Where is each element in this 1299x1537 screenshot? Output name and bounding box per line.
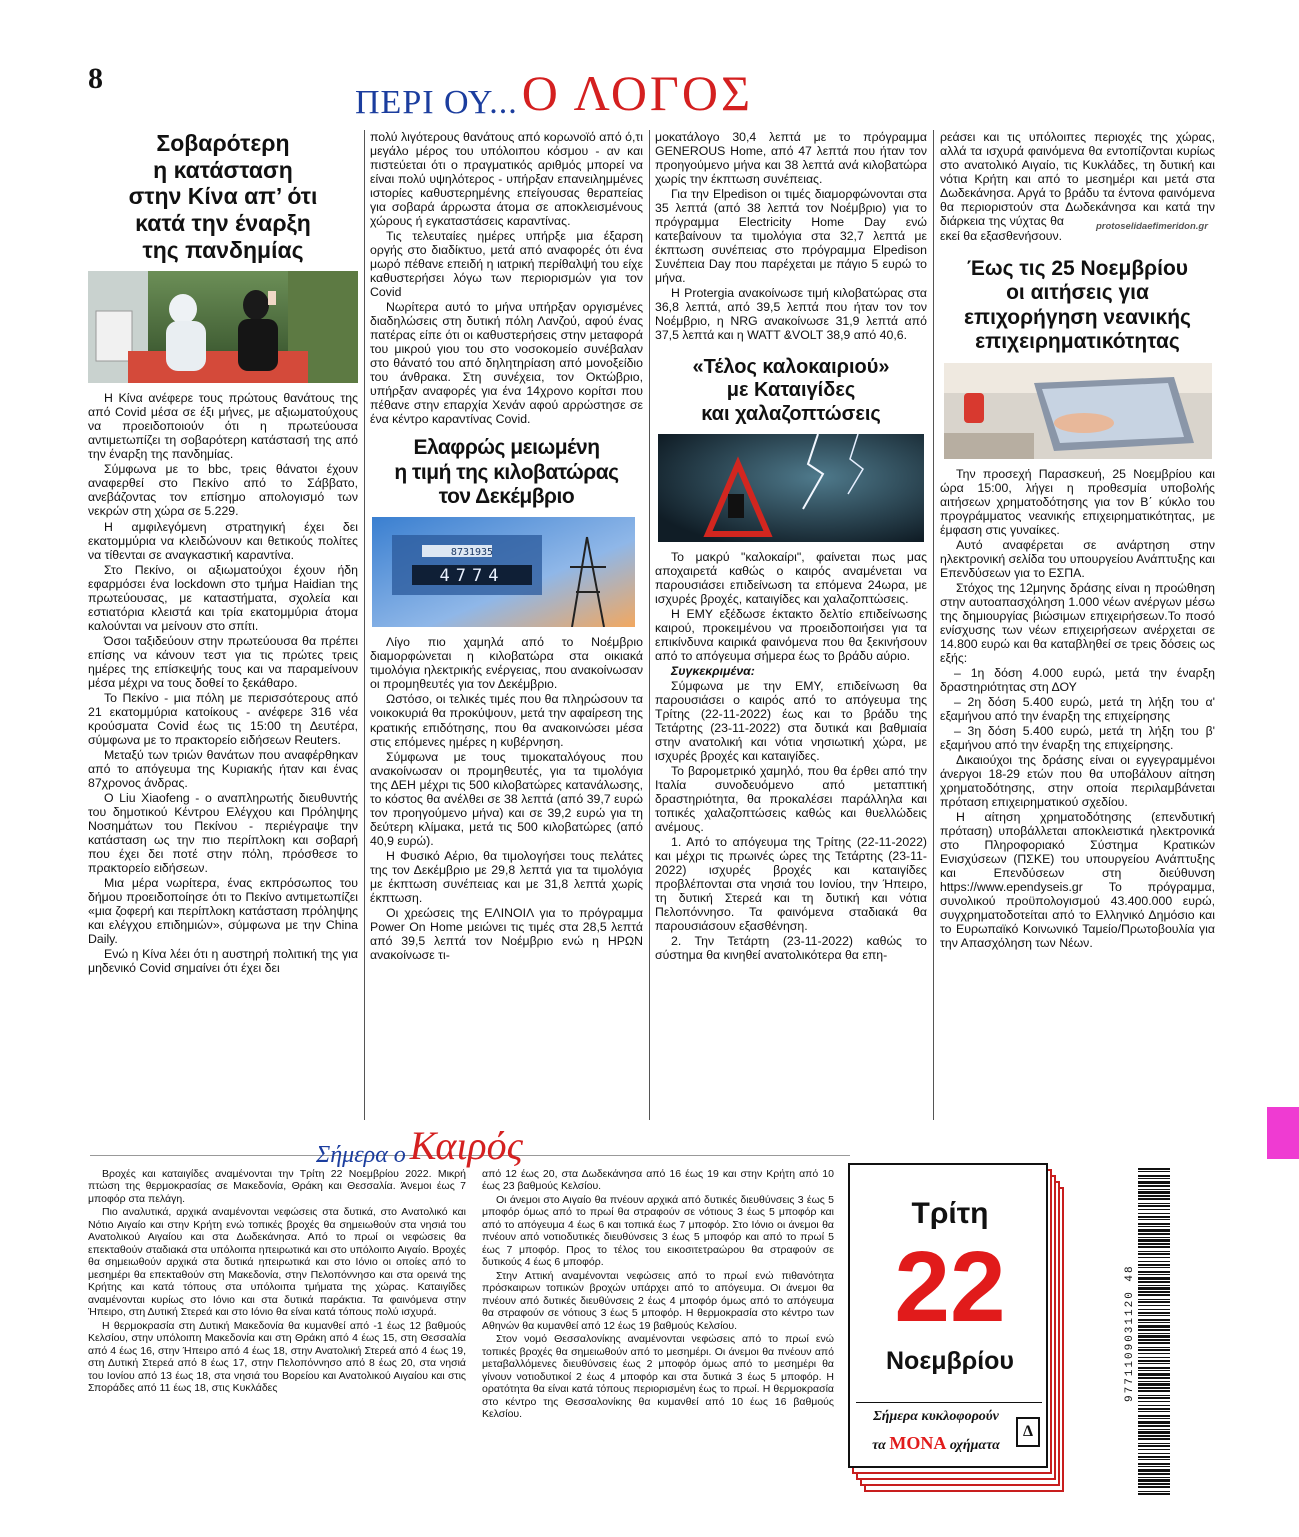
- barcode-bar: [1138, 1203, 1170, 1204]
- barcode-bar: [1138, 1233, 1170, 1235]
- barcode-bar: [1138, 1383, 1170, 1386]
- barcode-bar: [1138, 1347, 1170, 1348]
- barcode-bar: [1138, 1294, 1170, 1296]
- barcode-bar: [1138, 1360, 1170, 1362]
- barcode-bar: [1138, 1395, 1170, 1396]
- barcode-bar: [1138, 1237, 1170, 1238]
- barcode-bar: [1138, 1216, 1170, 1218]
- barcode-bar: [1138, 1239, 1170, 1242]
- barcode-bar: [1138, 1466, 1170, 1467]
- barcode-bar: [1138, 1387, 1170, 1389]
- barcode-bar: [1138, 1377, 1170, 1379]
- barcode-bar: [1138, 1373, 1170, 1376]
- barcode-bar: [1138, 1425, 1170, 1427]
- barcode-bar: [1138, 1479, 1170, 1482]
- masthead-part2: Ο ΛΟΓΟΣ: [521, 65, 754, 121]
- barcode-bar: [1138, 1213, 1170, 1214]
- column-divider: [649, 130, 650, 1120]
- barcode-bar: [1138, 1322, 1170, 1323]
- barcode-bar: [1138, 1477, 1170, 1478]
- barcode-bar: [1138, 1473, 1170, 1475]
- barcode-bar: [1138, 1421, 1170, 1424]
- barcode-bar: [1138, 1299, 1170, 1300]
- barcode-bar: [1138, 1443, 1170, 1444]
- calendar-card: [848, 1163, 1048, 1468]
- barcode-bar: [1138, 1333, 1170, 1334]
- barcode-bar: [1138, 1171, 1170, 1172]
- barcode-bar: [1138, 1353, 1170, 1354]
- barcode-bar: [1138, 1459, 1170, 1460]
- calendar-footer: Σήμερα κυκλοφορούν τα ΜΟΝΑ οχήματα Δ: [856, 1402, 1042, 1462]
- masthead-part1: ΠΕΡΙ ΟΥ...: [355, 84, 518, 121]
- barcode-bar: [1138, 1209, 1170, 1210]
- barcode-bar: [1138, 1349, 1170, 1351]
- barcode-bar: [1138, 1264, 1170, 1266]
- barcode-bar: [1138, 1287, 1170, 1290]
- barcode-bar: [1138, 1257, 1170, 1258]
- barcode-bar: [1138, 1261, 1170, 1262]
- barcode-bar: [1138, 1267, 1170, 1268]
- barcode-bar: [1138, 1301, 1170, 1303]
- barcode-bar: [1138, 1315, 1170, 1316]
- calendar-month: Νοεμβρίου: [886, 1347, 1014, 1375]
- barcode-bar: [1138, 1453, 1170, 1454]
- barcode-bar: [1138, 1415, 1170, 1417]
- barcode-bar: [1138, 1325, 1170, 1328]
- barcode-digits: 9771109031120 48: [1124, 1264, 1136, 1402]
- barcode-bar: [1138, 1185, 1170, 1187]
- column-4: ρεάσει και τις υπόλοιπες περιοχές της χώρας, αλλά τα ισχυρά φαινόμενα θα εντοπίζονται κυρίως στο ανατολικό Αιγαίο, τις Κυκλάδες, τη δυτική και νότια Κρήτη και από το μεσημέρι και μετά στα Δωδεκάνησα. Αργά το βράδυ τα έντονα φαινόμενα θα περιοριστούν στα Δωδεκάνησα και κατά την διάρκεια της νύχτας θα εκεί θα εξασθενήσουν. Έως τις 25 Νοεμβρίου οι αιτήσεις για επιχορήγηση νεανικής επιχειρηματικότητας Την προσεχή Παρασκευή, 25 Νοεμβρίου και ώρα 15:00, λήγει η προθεσμία υποβολής αιτήσεων χρηματοδότησης για τον Β΄ κύκλο του προγράμματος νεανικής επιχειρηματικότητας, με έμφαση στις γυναίκες. Αυτό αναφέρεται σε ανάρτηση στην ηλεκτρονική σελίδα του υπουργείου Ανάπτυξης και Επενδύσεων για το ΕΣΠΑ. Στόχος της 12μηνης δράσης είναι η προώθηση στην αυτοαπασχόληση 1.000 νέων ανέργων μέσω της δημιουργίας βιώσιμων επιχειρήσεων.Το ποσό ενίσχυσης των νέων επιχειρήσεων ανέρχεται σε 14.800 ευρώ και θα καταβληθεί σε τρεις δόσεις ως εξής: – 1η δόση 4.000 ευρώ, μετά την έναρξη δραστηριότητας στη ΔΟΥ – 2η δόση 5.400 ευρώ, μετά τη λήξη του α' εξαμήνου από την έναρξη της επιχείρησης – 3η δόση 5.400 ευρώ, μετά τη λήξη του β' εξαμήνου από την έναρξη της επιχείρησης. Δικαιούχοι της δράσης είναι οι εγγεγραμμένοι άνεργοι 18-29 ετών που θα υποβάλουν αίτηση χρηματοδότησης, στην οποία περιλαμβάνεται πρόταση επιχειρηματικού σχεδίου. Η αίτηση χρηματοδότησης (επενδυτική πρόταση) υποβάλλεται αποκλειστικά ηλεκτρονικά στο Πληροφοριακό Σύστημα Κρατικών Ενισχύσεων (ΠΣΚΕ) του υπουργείου Ανάπτυξης και Επενδύσεων στη διεύθυνση https://www.ependyseis.gr Το πρόγραμμα, συνολικού προϋπολογισμού 43.400.000 ευρώ, συγχρηματοδοτείται από το Ελληνικό Δημόσιο και το Ευρωπαϊκό Κοινωνικό Ταμείο/Πρωτοβουλία για την Απασχόληση των Νέων.: [940, 130, 1215, 951]
- barcode-bar: [1138, 1312, 1170, 1314]
- youth-headline: Έως τις 25 Νοεμβρίου οι αιτήσεις για επιχορήγηση νεανικής επιχειρηματικότητας: [964, 257, 1191, 354]
- barcode-bar: [1138, 1429, 1170, 1430]
- calendar-day: Τρίτη: [911, 1197, 989, 1230]
- meter-readout: 4774: [439, 566, 505, 587]
- barcode-bar: [1138, 1253, 1170, 1255]
- section-tab: [1267, 1107, 1299, 1159]
- column-3: μοκατάλογο 30,4 λεπτά με το πρόγραμμα GENEROUS Home, από 47 λεπτά που ήταν τον προηγούμενο μήνα και 38 λεπτά ανά κιλοβατώρα χωρίς την έκπτωση συνέπειας. Για την Elpedison οι τιμές διαμορφώνονται στα 35 λεπτά (από 38 λεπτά τον Νοέμβριο) για το πρόγραμμα Electricity Home Day ενώ κατεβαίνουν τα τιμολόγια στα 32,7 λεπτά με έκπτωση συνέπειας στο πρόγραμμα Elpedison Συνέπεια Day που παρέχεται με πάγιο 5 ευρώ το μήνα. Η Protergia ανακοίνωσε τιμή κιλοβατώρας στα 36,8 λεπτά, από 39,5 λεπτά που ήταν τον τον Νοέμβριο, η NRG ανακοίνωσε 31,9 λεπτά από 37,5 λεπτά και η WATT &VOLT 38,9 από 40,6. «Τέλος καλοκαιριού» με Καταιγίδες και χαλαζοπτώσεις Το μακρύ "καλοκαίρι", φαίνεται πως μας αποχαιρετά καθώς ο καιρός αναμένεται να παρουσιάσει επιδείνωση τα επόμενα 24ωρα, με ισχυρές βροχές, καταιγίδες και χαλαζοπτώσεις. Η ΕΜΥ εξέδωσε έκτακτο δελτίο επιδείνωσης καιρού, προκειμένου να προειδοποιήσει για τα επικίνδυνα καιρικά φαινόμενα που θα ξεκινήσουν από το απόγευμα σήμερα έως το βράδυ αύριο. Συγκεκριμένα: Σύμφωνα με την ΕΜΥ, επιδείνωση θα παρουσιάσει ο καιρός από το απόγευμα της Τρίτης (22-11-2022) έως και το βράδυ της Τετάρτης (23-11-2022) στα δυτικά και βαθμιαία στην ανατολική και νότια νησιωτική χώρα, με ισχυρές βροχές και καταιγίδες. Το βαρομετρικό χαμηλό, που θα έρθει από την Ιταλία συνοδευόμενο από μεταπτική δραστηριότητα, θα προκαλέσει παράλληλα και τοπικές χαλαζοπτώσεις καθώς και θυελλώδεις ανέμους. 1. Από το απόγευμα της Τρίτης (22-11-2022) και μέχρι τις πρωινές ώρες της Τετάρτης (23-11-2022) ισχυρές βροχές και καταιγίδες προβλέπονται στα νησιά του Ιονίου, την Ήπειρο, τη δυτική Στερεά και τη δυτική και νότια Πελοπόννησο. Τα φαινόμενα σταδιακά θα παρουσιάσουν εξασθένηση. 2. Την Τετάρτη (23-11-2022) καθώς το σύστημα θα κινηθεί ανατολικότερα θα επη-: [655, 130, 927, 963]
- meter-serial: 8731935: [450, 547, 494, 559]
- barcode-bar: [1138, 1251, 1170, 1252]
- watermark: protoselidaefimeridon.gr: [1096, 221, 1208, 232]
- barcode-bar: [1138, 1175, 1170, 1177]
- barcode-bar: [1138, 1381, 1170, 1382]
- calendar-badge: Δ: [1016, 1417, 1040, 1447]
- laptop-photo: [944, 363, 1212, 459]
- barcode-bar: [1138, 1405, 1170, 1406]
- barcode-bar: [1138, 1418, 1170, 1419]
- barcode-bar: [1138, 1285, 1170, 1286]
- barcode-bar: [1138, 1390, 1170, 1392]
- weather-column-1: Βροχές και καταιγίδες αναμένονται την Τρίτη 22 Νοεμβρίου 2022. Μικρή πτώση της θερμοκρασίας σε Μακεδονία, Θράκη και Θεσσαλία. Άνεμοι έως 7 μποφόρ στα πελάγη. Πιο αναλυτικά, αρχικά αναμένονται νεφώσεις στα δυτικά, στο Ανατολικό και Νότιο Αιγαίο και στην Κρήτη ενώ τοπικές βροχές θα σημειωθούν στα νησιά του Ανατολικού Αιγαίου και στα Δωδεκάνησα. Από το πρωί οι νεφώσεις θα επεκταθούν σταδιακά στα υπόλοιπα ηπειρωτικά και στο υπόλοιπο Αιγαίο. Βροχές θα σημειωθούν αρχικά στα δυτικά ηπειρωτικά και στο Ιόνιο οι οποίες από το μεσημέρι θα επεκταθούν στη Μακεδονία, στην Πελοπόννησο και στα ορεινά της Κρήτης και κατά τόπους στα υπόλοιπα τμήματα της χώρας. Καταιγίδες αναμένονται κυρίως στο Ιόνιο και στα δυτικά παράκτια. Τα φαινόμενα στην Ήπειρο, στη Δυτική Στερεά και στο Ιόνιο θα είναι κατά τόπους πολύ ισχυρά. Η θερμοκρασία στη Δυτική Μακεδονία θα κυμανθεί από -1 έως 12 βαθμούς Κελσίου, στην υπόλοιπη Μακεδονία και στη Θράκη από 4 έως 15, στη Θεσσαλία από 4 έως 16, στην Ήπειρο από 4 έως 18, στην Ανατολική Στερεά από 4 έως 19, στη Δυτική Στερεά από 8 έως 17, στην Πελοπόννησο από 8 έως 20, στα νησιά του Ιονίου από 13 έως 18, στα νησιά του Βορείου και Ανατολικού Αιγαίου και στις Σποράδες από 11 έως 18, στις Κυκλάδες: [88, 1168, 466, 1395]
- barcode-bar: [1138, 1329, 1170, 1331]
- column-1: Σοβαρότερη η κατάσταση στην Κίνα απ’ ότι κατά την έναρξη της πανδημίας Η Κίνα ανέφερε τους πρώτους θανάτους της από Covid μέσα σε έξι μήνες, με αξιωματούχους να προειδοποιούν ότι η πρωτεύουσα αντιμετωπίζει τη σοβαρότερη κατάστασή της από την έναρξη της πανδημίας. Σύμφωνα με το bbc, τρεις θάνατοι έχουν αναφερθεί στο Πεκίνο από το Σάββατο, ανεβάζοντας τον επίσημο απολογισμό των νεκρών στη χώρα σε 5.229. Η αμφιλεγόμενη στρατηγική έχει δει εκατομμύρια να κλειδώνουν και θετικούς πολίτες να τίθενται σε αναγκαστική καραντίνα. Στο Πεκίνο, οι αξιωματούχοι έχουν ήδη εφαρμόσει ένα lockdown στο τμήμα Haidian της πρωτεύουσας, με καταστήματα, σχολεία και εστιατόρια κλειστά και τρία εκατομμύρια άτομα καλούνται να μείνουν στο σπίτι. Όσοι ταξιδεύουν στην πρωτεύουσα θα πρέπει επίσης να κάνουν τεστ για τις πρώτες τρεις ημέρες της επίσκεψής τους και να παραμείνουν μέσα μέχρι να τους δοθεί το ξεκάθαρο. Το Πεκίνο - μια πόλη με περισσότερους από 21 εκατομμύρια κατοίκους - ανέφερε 316 νέα κρούσματα Covid έως τις 15:00 τη Δευτέρα, σύμφωνα με το πρακτορείο ειδήσεων Reuters. Μεταξύ των τριών θανάτων που αναφέρθηκαν από το απόγευμα της Κυριακής ήταν και ένας 87χρονος άνδρας. Ο Liu Xiaofeng - ο αναπληρωτής διευθυντής του δημοτικού Κέντρου Ελέγχου και Πρόληψης Νοσημάτων του Πεκίνου - περιέγραψε την κατάσταση ως την πιο περίπλοκη και σοβαρή που έχει δει ποτέ στην πόλη, πρόσθεσε το πρακτορείο ειδήσεων. Μια μέρα νωρίτερα, ένας εκπρόσωπος του δήμου προειδοποίησε ότι το Πεκίνο αντιμετωπίζει «μια ζοφερή και περίπλοκη κατάσταση πρόληψης και ελέγχου επιδημιών», σύμφωνα με την China Daily. Ενώ η Κίνα λέει ότι η αυστηρή πολιτική της για μηδενικό Covid σημαίνει ότι έχει δει: [88, 130, 358, 975]
- column-2: πολύ λιγότερους θανάτους από κορωνοϊό από ό,τι μεγάλο μέρος του υπόλοιπου κόσμου - αν και πιστεύεται ότι ο πραγματικός αριθμός μπορεί να είναι πολύ υψηλότερος - υπήρξαν επανειλημμένες ιστορίες καθυστερημένης επείγουσας θεραπείας για σοβαρά άρρωστα άτομα σε αποκλεισμένους χώρους ή εγκαταστάσεις καραντίνας. Τις τελευταίες ημέρες υπήρξε μια έξαρση οργής στο διαδίκτυο, μετά από αναφορές ότι ένα μωρό πέθανε επειδή η ιατρική περίθαλψή του είχε καθυστερήσει λόγω των περιορισμών για τον Covid Νωρίτερα αυτό το μήνα υπήρξαν οργισμένες διαδηλώσεις στη δυτική πόλη Λανζού, αφού ένας πατέρας είπε ότι οι καθυστερήσεις στην μεταφορά του μικρού γιου του στο νοσοκομείο συνέβαλαν στο θάνατό του από δηλητηρίαση από μονοξείδιο του άνθρακα. Στη συνέχεια, τον Οκτώβριο, υπήρξαν αναφορές για ένα 14χρονο κορίτσι που πέθανε στην επαρχία Χενάν αφού αρρώστησε σε ένα κέντρο καραντίνας Covid. Ελαφρώς μειωμένη η τιμή της κιλοβατώρας τον Δεκέμβριο 8731935 4774 Λίγο πιο χαμηλά από το Νοέμβριο διαμορφώνεται η κιλοβατώρα στα οικιακά τιμολόγια ηλεκτρικής ενέργειας, που ανακοίνωσαν οι προμηθευτές για τον Δεκέμβριο. Ωστόσο, οι τελικές τιμές που θα πληρώσουν τα νοικοκυριά θα προκύψουν, μετά την αφαίρεση της κρατικής επιδότησης, που θα ανακοινώσει μέσα στις επόμενες ημέρες η κυβέρνηση. Σύμφωνα με τους τιμοκαταλόγους που ανακοίνωσαν οι προμηθευτές, για τα τιμολόγια της ΔΕΗ μέχρι τις 500 κιλοβατώρες κατανάλωσης, το κόστος θα ανέλθει σε 38 λεπτά (από 39,7 ευρώ τον προηγούμενο μήνα) και σε 39,2 ευρώ για τη δεύτερη κλίμακα, μετά τις 500 κιλοβατώρες (από 40,9 ευρώ). Η Φυσικό Αέριο, θα τιμολογήσει τους πελάτες της τον Δεκέμβριο με 29,8 λεπτά για τα τιμολόγια με έκπτωση συνέπειας και με 31,8 λεπτά χωρίς έκπτωση. Οι χρεώσεις της ΕΛΙΝΟΙΛ για το πρόγραμμα Power On Home μειώνει τις τιμές στα 28,5 λεπτά από 39,5 λεπτά τον Νοέμβριο ενώ η ΗΡΩΝ ανακοίνωσε τι-: [370, 130, 643, 962]
- barcode-bar: [1138, 1456, 1170, 1458]
- calendar-date: 22: [894, 1231, 1006, 1343]
- barcode-bar: [1138, 1367, 1170, 1369]
- barcode-bar: [1138, 1229, 1170, 1232]
- barcode-bar: [1138, 1335, 1170, 1338]
- storm-photo: [658, 434, 924, 542]
- weather-column-2: από 12 έως 20, στα Δωδεκάνησα από 16 έως 19 και στην Κρήτη από 10 έως 23 βαθμούς Κελσίου. Οι άνεμοι στο Αιγαίο θα πνέουν αρχικά από δυτικές διευθύνσεις 3 έως 5 μποφόρ όμως από το πρωί θα στραφούν σε νότιους 3 έως 5 μποφόρ και από το απόγευμα 4 έως 6 και τοπικά έως 7 μποφόρ. Στο Ιόνιο οι άνεμοι θα πνέουν από νοτιοδυτικές διευθύνσεις 3 έως 5 μποφόρ και από το πρωί 5 έως 7 μποφόρ. Προς το τέλος του εικοσιτετραώρου θα στραφούν σε δυτικούς 4 έως 6 μποφόρ. Στην Αττική αναμένονται νεφώσεις από το πρωί ενώ πιθανότητα πρόσκαιρων τοπικών βροχών υπάρχει από το απόγευμα. Οι άνεμοι θα πνέουν από δυτικές διευθύνσεις 2 έως 4 μποφόρ όμως από το απόγευμα θα στραφούν σε νότιους 3 έως 5 μποφόρ. Η θερμοκρασία στο κέντρο των Αθηνών θα κυμανθεί από 12 έως 19 βαθμούς Κελσίου. Στον νομό Θεσσαλονίκης αναμένονται νεφώσεις από το πρωί ενώ τοπικές βροχές θα σημειωθούν από το μεσημέρι. Οι άνεμοι θα πνέουν από μεταβαλλόμενες διευθύνσεις έως 2 μποφόρ όμως από το μεσημέρι θα γίνουν νοτιοδυτικοί 2 έως 4 μποφόρ και στα δυτικά 3 έως 5 μποφόρ. Η ορατότητα θα είναι κατά τόπους περιορισμένη έως το πρωί. Η θερμοκρασία στο κέντρο της Θεσσαλονίκης θα κυμανθεί από 10 έως 16 βαθμούς Κελσίου.: [482, 1168, 834, 1421]
- barcode-bar: [1138, 1291, 1170, 1293]
- weather-title: Σήμερα ο Καιρός: [316, 1123, 523, 1168]
- barcode-bar: [1138, 1401, 1170, 1402]
- barcode-bar: [1138, 1223, 1170, 1225]
- barcode-bar: [1138, 1357, 1170, 1358]
- barcode-bar: [1138, 1168, 1170, 1170]
- barcode-bar: [1138, 1271, 1170, 1273]
- barcode-bar: [1138, 1491, 1170, 1492]
- barcode-bar: [1138, 1178, 1170, 1179]
- barcode-bar: [1138, 1339, 1170, 1341]
- barcode-bar: [1138, 1281, 1170, 1283]
- barcode-bar: [1138, 1305, 1170, 1306]
- barcode-bar: [1138, 1486, 1170, 1488]
- barcode-bar: [1138, 1363, 1170, 1364]
- barcode-bar: [1138, 1191, 1170, 1194]
- storms-headline: «Τέλος καλοκαιριού» με Καταιγίδες και χαλαζοπτώσεις: [692, 356, 890, 425]
- masthead: [355, 64, 945, 121]
- barcode-bar: [1138, 1370, 1170, 1371]
- china-headline: Σοβαρότερη η κατάσταση στην Κίνα απ’ ότι κατά την έναρξη της πανδημίας: [128, 130, 318, 263]
- kwh-headline: Ελαφρώς μειωμένη η τιμή της κιλοβατώρας τον Δεκέμβριο: [394, 436, 619, 509]
- barcode-bar: [1138, 1246, 1170, 1248]
- barcode-bar: [1138, 1309, 1170, 1310]
- electricity-meter-photo: [372, 517, 635, 627]
- barcode-bar: [1138, 1438, 1170, 1440]
- barcode-bar: [1138, 1493, 1170, 1495]
- barcode-bar: [1138, 1483, 1170, 1485]
- barcode-bar: [1138, 1226, 1170, 1227]
- barcode-bar: [1138, 1408, 1170, 1410]
- barcode-bar: [1138, 1342, 1170, 1344]
- barcode-bar: [1138, 1181, 1170, 1184]
- china-photo: [88, 271, 358, 383]
- barcode-bar: [1138, 1274, 1170, 1275]
- barcode-bar: [1138, 1411, 1170, 1412]
- storms-subhead: Συγκεκριμένα:: [671, 663, 755, 678]
- barcode-bar: [1138, 1205, 1170, 1207]
- barcode-bar: [1138, 1445, 1170, 1447]
- barcode-bar: [1138, 1195, 1170, 1197]
- page-number: 8: [88, 62, 103, 95]
- barcode-bar: [1138, 1435, 1170, 1437]
- barcode-bar: [1138, 1277, 1170, 1280]
- barcode-bar: [1138, 1431, 1170, 1434]
- column-divider: [933, 130, 934, 1120]
- barcode-bar: [1138, 1463, 1170, 1465]
- barcode-bar: [1138, 1243, 1170, 1245]
- barcode-bar: [1138, 1219, 1170, 1220]
- barcode-bar: [1138, 1469, 1170, 1472]
- column-divider: [364, 130, 365, 1120]
- barcode-bar: [1138, 1189, 1170, 1190]
- barcode-bar: [1138, 1397, 1170, 1399]
- calendar: [848, 1163, 1068, 1495]
- barcode-bar: [1138, 1319, 1170, 1321]
- barcode-bar: [1138, 1198, 1170, 1200]
- barcode-bar: [1138, 1449, 1170, 1450]
